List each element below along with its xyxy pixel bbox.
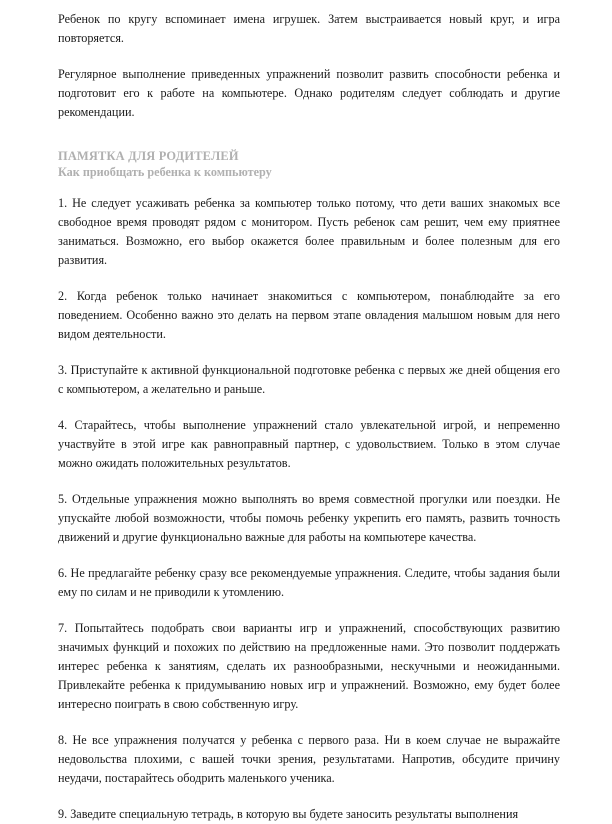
memo-item-3: 3. Приступайте к активной функциональной подготовке ребенка с первых же дней общения его с компьютером, а желательно и раньше. bbox=[58, 363, 560, 396]
memo-item-9: 9. Заведите специальную тетрадь, в которую вы будете заносить результаты выполнения bbox=[58, 807, 519, 821]
memo-item-6: 6. Не предлагайте ребенку сразу все рекомендуемые упражнения. Следите, чтобы задания были ему по силам и не приводили к утомлению. bbox=[58, 566, 560, 599]
intro-paragraph-1: Ребенок по кругу вспоминает имена игрушек. Затем выстраивается новый круг, и игра повторяется. bbox=[58, 12, 560, 45]
memo-item-2: 2. Когда ребенок только начинает знакомиться с компьютером, понаблюдайте за его поведением. Особенно важно это делать на первом этапе овладения малышом новым для него видом деятельности. bbox=[58, 289, 560, 341]
memo-item-1: 1. Не следует усаживать ребенка за компьютер только потому, что дети ваших знакомых все свободное время проводят рядом с монитором. Пусть ребенок сам решит, чем ему приятнее заниматься. Возможно, его выбор окажется более правильным и более полезным для его развития. bbox=[58, 196, 560, 267]
memo-item-5: 5. Отдельные упражнения можно выполнять во время совместной прогулки или поездки. Не упускайте любой возможности, чтобы помочь ребенку укрепить его память, развить точность движений и другие функционально важные для работы на компьютере качества. bbox=[58, 492, 560, 544]
intro-paragraph-2: Регулярное выполнение приведенных упражнений позволит развить способности ребенка и подготовит его к работе на компьютере. Однако родителям следует соблюдать и другие рекомендации. bbox=[58, 67, 560, 119]
memo-subtitle: Как приобщать ребенка к компьютеру bbox=[58, 165, 272, 179]
memo-item-8: 8. Не все упражнения получатся у ребенка с первого раза. Ни в коем случае не выражайте недовольства плохими, с вашей точки зрения, результатами. Напротив, обсудите причину неудачи, постарайтесь ободрить маленького ученика. bbox=[58, 733, 560, 785]
memo-item-7: 7. Попытайтесь подобрать свои варианты игр и упражнений, способствующих развитию значимых функций и похожих по действию на предложенные нами. Это позволит поддержать интерес ребенка к занятиям, сделать их разнообразными, нескучными и неожиданными. Привлекайте ребенка к придумыванию новых игр и упражнений. Возможно, ему будет более интересно поиграть в свою собственную игру. bbox=[58, 621, 560, 711]
memo-title: ПАМЯТКА ДЛЯ РОДИТЕЛЕЙ bbox=[58, 149, 239, 163]
memo-item-4: 4. Старайтесь, чтобы выполнение упражнений стало увлекательной игрой, и непременно участвуйте в этой игре как равноправный партнер, с удовольствием. Только в этом случае можно ожидать положительных результатов. bbox=[58, 418, 560, 470]
